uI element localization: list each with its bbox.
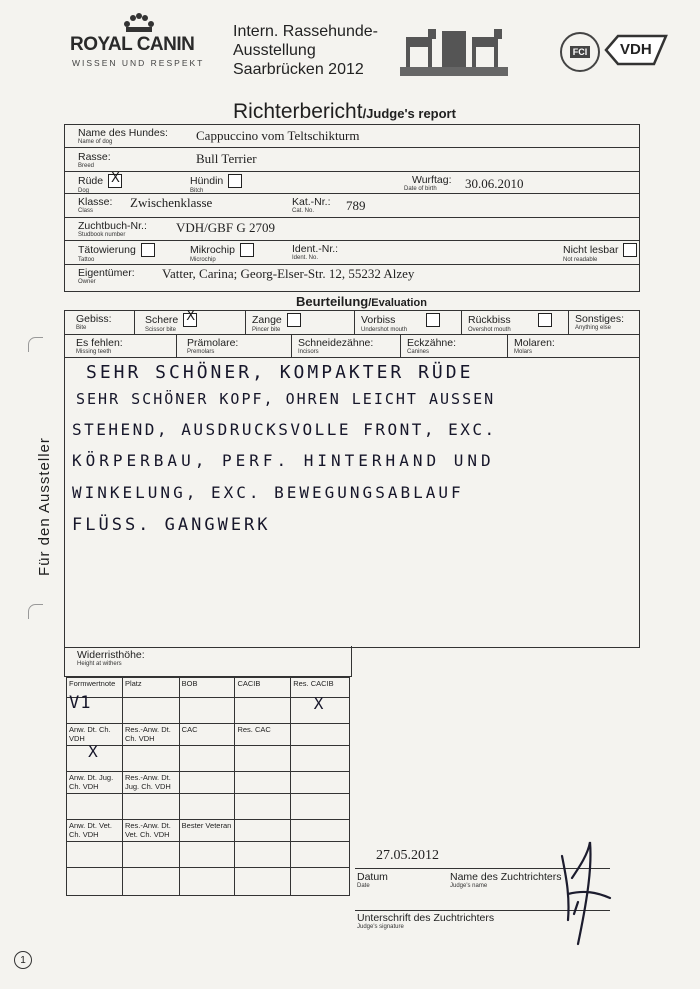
- grading-cell-cac: CAC: [179, 724, 235, 746]
- rule: [64, 357, 639, 358]
- grading-cell-res-anw-dt-jug: Res.-Anw. Dt. Jug. Ch. VDH: [122, 772, 179, 794]
- rule: [64, 240, 639, 241]
- grading-mark-formwertnote[interactable]: V1: [67, 698, 123, 724]
- grading-cell-empty: [291, 820, 350, 842]
- breed-label: Rasse: Breed: [78, 151, 111, 169]
- vdh-club-logo: [398, 25, 510, 77]
- grading-mark-anw-dt-vet[interactable]: [67, 842, 123, 868]
- critique-line: STEHEND, AUSDRUCKSVOLLE FRONT, EXC.: [72, 420, 497, 439]
- brand-tagline: WISSEN UND RESPEKT: [72, 58, 205, 68]
- chip-field: Mikrochip Microchip: [190, 243, 254, 264]
- critique-line: SEHR SCHÖNER KOPF, OHREN LEICHT AUSSEN: [76, 390, 496, 408]
- grading-mark-row: [67, 746, 350, 772]
- grading-mark-platz[interactable]: [122, 698, 179, 724]
- male-label: Rüde: [78, 174, 104, 187]
- critique-line: SEHR SCHÖNER, KOMPAKTER RÜDE: [86, 362, 474, 383]
- unreadable-label: Nicht lesbar: [563, 243, 619, 256]
- dob-value[interactable]: 30.06.2010: [465, 176, 524, 191]
- owner-value[interactable]: Vatter, Carina; Georg-Elser-Str. 12, 55232 Alzey: [162, 266, 415, 281]
- punch-hole-mark: [28, 337, 43, 352]
- grading-mark-empty[interactable]: [291, 842, 350, 868]
- unreadable-checkbox[interactable]: [623, 243, 637, 257]
- grading-cell-formwertnote: Formwertnote: [67, 678, 123, 698]
- class-value[interactable]: Zwischenklasse: [130, 195, 213, 210]
- studbook-label: Zuchtbuch-Nr.: Studbook number: [78, 220, 147, 238]
- rule: [64, 147, 639, 148]
- vdh-logo: [604, 34, 668, 66]
- judge-name-label: Name des Zuchtrichters Judge's name: [450, 871, 562, 889]
- bite-cell-undershot: Vorbiss Undershot mouth: [355, 311, 462, 334]
- grading-mark-res-anw-dt-vet[interactable]: [122, 842, 179, 868]
- grading-mark-empty[interactable]: [235, 794, 291, 820]
- grading-cell-best-veteran: Bester Veteran: [179, 820, 235, 842]
- female-label: Hündin: [190, 174, 224, 187]
- royal-canin-logo: [70, 12, 210, 72]
- fci-logo: [560, 32, 600, 72]
- grading-mark-res-anw-dt-jug[interactable]: [122, 794, 179, 820]
- teeth-cell-premolars: Prämolare: Premolars: [177, 335, 292, 357]
- crown-icon: [120, 12, 158, 34]
- class-label: Klasse: Class: [78, 196, 113, 214]
- grading-cell-platz: Platz: [122, 678, 179, 698]
- grading-cell-anw-dt-vet: Anw. Dt. Vet. Ch. VDH: [67, 820, 123, 842]
- male-field: Rüde X Dog: [78, 174, 122, 195]
- punch-hole-mark: [28, 604, 43, 619]
- page-number: 1: [14, 951, 32, 969]
- rule: [64, 193, 639, 194]
- tattoo-field: Tätowierung Tattoo: [78, 243, 155, 264]
- grading-mark-empty[interactable]: [291, 794, 350, 820]
- female-checkbox[interactable]: [228, 174, 242, 188]
- grading-mark-res-cacib[interactable]: X: [291, 698, 350, 724]
- grading-mark-empty[interactable]: [179, 794, 235, 820]
- teeth-cell-incisors: Schneidezähne: Incisors: [292, 335, 401, 357]
- grading-mark-res-cac[interactable]: [235, 746, 291, 772]
- grading-cell-anw-dt-jug: Anw. Dt. Jug. Ch. VDH: [67, 772, 123, 794]
- grading-mark-bob[interactable]: [179, 698, 235, 724]
- rule: [64, 264, 639, 265]
- female-field: Hündin Bitch: [190, 174, 242, 195]
- event-title-line1: Intern. Rassehunde-: [233, 23, 378, 40]
- chip-label: Mikrochip: [190, 243, 235, 256]
- male-checkbox[interactable]: [108, 171, 122, 188]
- grading-cell-res-anw-dt-vet: Res.-Anw. Dt. Vet. Ch. VDH: [122, 820, 179, 842]
- grading-cell-empty: [235, 820, 291, 842]
- report-title-en: /Judge's report: [362, 106, 456, 121]
- event-title-line3: Saarbrücken 2012: [233, 61, 364, 78]
- grading-header-row: [67, 724, 350, 746]
- scissor-bite-check-mark: X: [186, 309, 196, 324]
- bite-cell-overshot: Rückbiss Overshot mouth: [462, 311, 569, 334]
- chip-checkbox[interactable]: [240, 243, 254, 257]
- grading-cell-empty: [179, 772, 235, 794]
- unreadable-field: Nicht lesbar Not readable: [563, 243, 637, 264]
- dog-silhouettes-icon: [398, 25, 510, 77]
- teeth-row: [64, 335, 639, 357]
- grading-cell-bob: BOB: [179, 678, 235, 698]
- grading-mark-best-veteran[interactable]: [179, 842, 235, 868]
- dog-name-value[interactable]: Cappuccino vom Teltschikturm: [196, 128, 360, 143]
- date-label: Datum Date: [357, 871, 388, 889]
- grading-cell-cacib: CACIB: [235, 678, 291, 698]
- report-title-de: Richterbericht: [233, 100, 363, 123]
- handwritten-critique[interactable]: [72, 362, 632, 545]
- report-title: [233, 100, 456, 124]
- overshot-checkbox[interactable]: [538, 313, 552, 327]
- event-title-line2: Ausstellung: [233, 42, 316, 59]
- dog-name-label: Name des Hundes: Name of dog: [78, 127, 168, 145]
- grading-mark-anw-dt-jug[interactable]: [67, 794, 123, 820]
- brand-name: ROYAL CANIN: [70, 34, 195, 55]
- scissor-bite-checkbox[interactable]: [183, 309, 197, 327]
- date-value[interactable]: 27.05.2012: [376, 848, 439, 863]
- bite-row: [64, 311, 639, 334]
- grading-header-row: [67, 678, 350, 698]
- male-check-mark: X: [111, 171, 120, 186]
- studbook-value[interactable]: VDH/GBF G 2709: [176, 220, 275, 235]
- grading-cell-res-cac: Res. CAC: [235, 724, 291, 746]
- bite-cell-other: Sonstiges: Anything else: [575, 313, 625, 331]
- vdh-logo-text: VDH: [620, 41, 652, 58]
- tattoo-checkbox[interactable]: [141, 243, 155, 257]
- tattoo-label: Tätowierung: [78, 243, 136, 256]
- grading-cell-empty: [235, 772, 291, 794]
- dob-label: Wurftag: Date of birth: [404, 174, 452, 192]
- grading-header-row: [67, 772, 350, 794]
- signature-label: Unterschrift des Zuchtrichters Judge's signature: [357, 912, 495, 930]
- exhibitor-side-label: Für den Aussteller: [36, 437, 53, 576]
- critique-line: FLÜSS. GANGWERK: [72, 515, 271, 535]
- grading-mark-row: [67, 794, 350, 820]
- grading-mark-row: [67, 698, 350, 724]
- critique-line: WINKELUNG, EXC. BEWEGUNGSABLAUF: [72, 483, 464, 502]
- undershot-checkbox[interactable]: [426, 313, 440, 327]
- judge-signature: [548, 836, 618, 948]
- catno-value[interactable]: 789: [346, 198, 366, 213]
- teeth-cell-missing: Es fehlen: Missing teeth: [64, 335, 177, 357]
- ident-label: Ident.-Nr.: Ident. No.: [292, 243, 339, 261]
- catno-label: Kat.-Nr.: Cat. No.: [292, 196, 331, 214]
- event-title: [233, 22, 378, 79]
- grading-mark-row: [67, 842, 350, 868]
- pincer-bite-checkbox[interactable]: [287, 313, 301, 327]
- bite-cell-scissor: Schere X Scissor bite: [135, 311, 246, 334]
- bite-cell-pincer: Zange Pincer bite: [246, 311, 355, 334]
- critique-line: KÖRPERBAU, PERF. HINTERHAND UND: [72, 451, 495, 470]
- grading-cell-empty: [291, 724, 350, 746]
- grading-cell-res-anw-dt-ch: Res.-Anw. Dt. Ch. VDH: [122, 724, 179, 746]
- withers-field: Widerristhöhe: Height at withers: [64, 646, 352, 677]
- teeth-cell-molars: Molaren: Molars: [514, 337, 555, 355]
- evaluation-heading: Beurteilung/Evaluation: [296, 294, 427, 309]
- rule: [64, 171, 639, 172]
- grading-mark-empty[interactable]: [235, 842, 291, 868]
- owner-label: Eigentümer: Owner: [78, 267, 135, 285]
- grading-header-row: [67, 820, 350, 842]
- grading-mark-empty[interactable]: [291, 746, 350, 772]
- grading-table: [66, 677, 350, 896]
- teeth-cell-canines: Eckzähne: Canines: [401, 335, 508, 357]
- fci-logo-text: FCI: [570, 46, 591, 58]
- grading-spare-row: [67, 868, 350, 896]
- grading-cell-res-cacib: Res. CACIB: [291, 678, 350, 698]
- grading-mark-anw-dt-ch[interactable]: X: [67, 746, 123, 772]
- grading-cell-empty: [291, 772, 350, 794]
- grading-mark-cac[interactable]: [179, 746, 235, 772]
- grading-mark-res-anw-dt-ch[interactable]: [122, 746, 179, 772]
- breed-value[interactable]: Bull Terrier: [196, 151, 257, 166]
- grading-cell-anw-dt-ch: Anw. Dt. Ch. VDH: [67, 724, 123, 746]
- bite-cell-bite: Gebiss: Bite: [64, 311, 135, 334]
- rule: [64, 217, 639, 218]
- grading-mark-cacib[interactable]: [235, 698, 291, 724]
